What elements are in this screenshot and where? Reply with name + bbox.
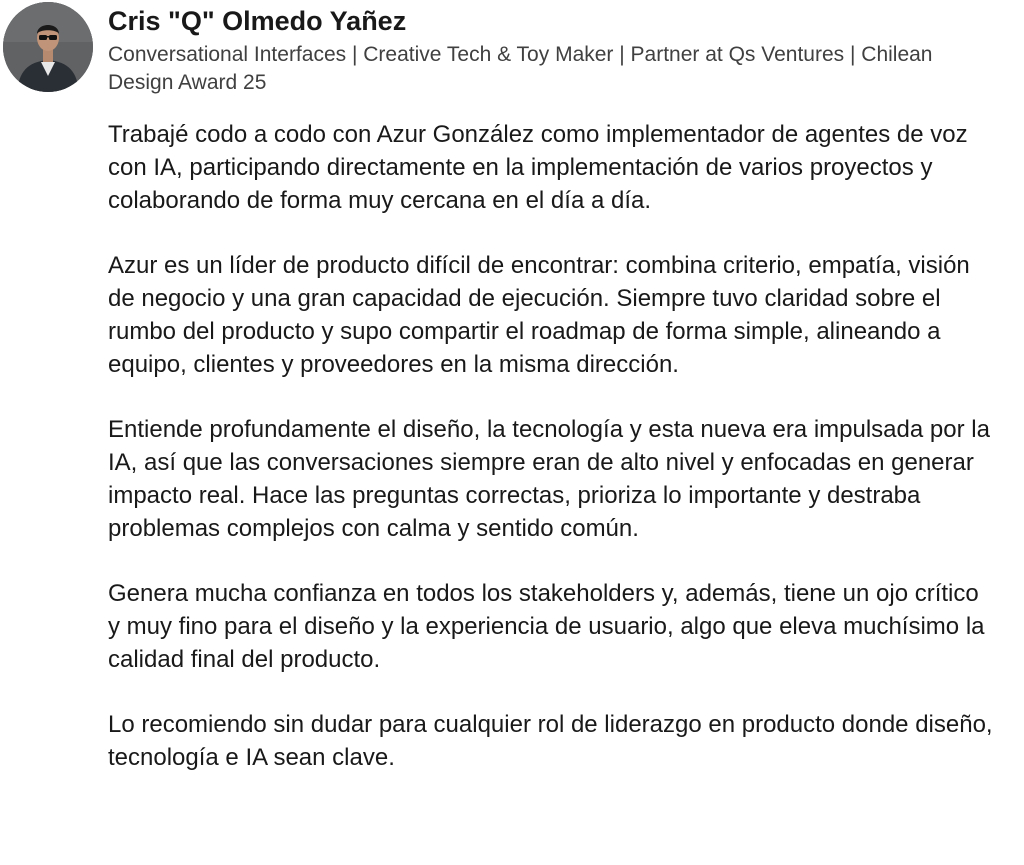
- author-headline: Conversational Interfaces | Creative Tech & Toy Maker | Partner at Qs Ventures | Chilean Design Award 25: [108, 43, 933, 94]
- recommendation-paragraph: Entiende profundamente el diseño, la tecnología y esta nueva era impulsada por la IA, así que las conversaciones siempre eran de alto nivel y enfocadas en generar impacto real. Hace las preguntas correctas, prioriza lo importante y destraba problemas complejos con calma y sentido común.: [108, 416, 990, 542]
- recommendation-paragraph: Azur es un líder de producto difícil de encontrar: combina criterio, empatía, visión de negocio y una gran capacidad de ejecución. Siempre tuvo claridad sobre el rumbo del producto y supo compartir el roadmap de forma simple, alineando a equipo, clientes y proveedores en la misma dirección.: [108, 252, 970, 378]
- author-header: [108, 4, 1008, 97]
- recommendation-paragraph: Lo recomiendo sin dudar para cualquier rol de liderazgo en producto donde diseño, tecnología e IA sean clave.: [108, 711, 993, 772]
- recommendation-text: [108, 119, 993, 775]
- recommendation-paragraph: Genera mucha confianza en todos los stakeholders y, además, tiene un ojo crítico y muy fino para el diseño y la experiencia de usuario, algo que eleva muchísimo la calidad final del producto.: [108, 580, 985, 673]
- recommendation-paragraph: Trabajé codo a codo con Azur González como implementador de agentes de voz con IA, participando directamente en la implementación de varios proyectos y colaborando de forma muy cercana en el día a día.: [108, 121, 968, 214]
- author-avatar[interactable]: [3, 2, 93, 92]
- author-name[interactable]: Cris "Q" Olmedo Yañez: [108, 6, 407, 36]
- profile-photo-icon: [3, 2, 93, 92]
